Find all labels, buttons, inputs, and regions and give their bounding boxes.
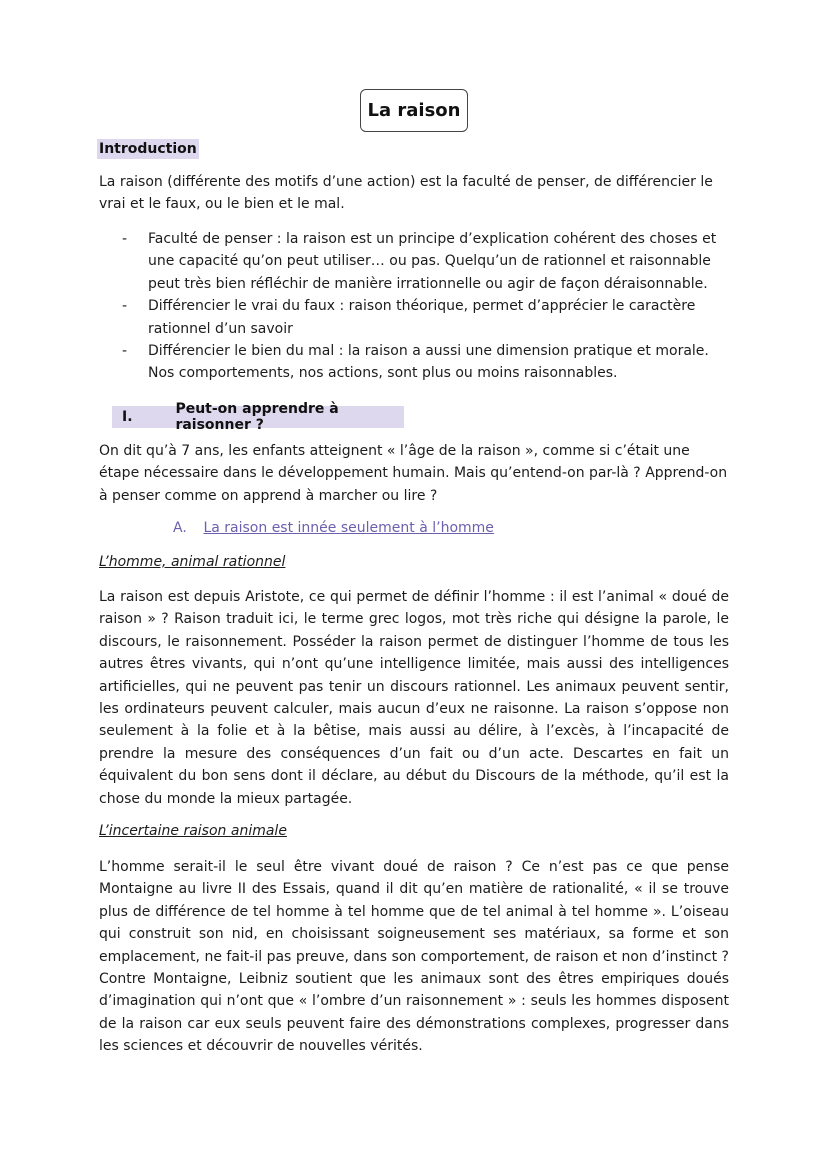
bullet-item bbox=[118, 340, 730, 385]
document-title bbox=[360, 89, 468, 132]
introduction-heading bbox=[97, 138, 199, 157]
section-1-heading-text: Peut-on apprendre à raisonner ? bbox=[175, 401, 339, 433]
bullet-item bbox=[118, 228, 730, 295]
part-heading-raison-animale: L’incertaine raison animale bbox=[99, 823, 287, 839]
introduction-heading-text: Introduction bbox=[99, 141, 197, 157]
introduction-paragraph: La raison (différente des motifs d’une action) est la faculté de penser, de différencier le vrai et le faux, ou le bien et le mal. bbox=[99, 174, 713, 213]
bullet-marker: - bbox=[122, 298, 128, 315]
subsection-a-letter: A. bbox=[173, 520, 187, 536]
bullet-marker: - bbox=[122, 231, 128, 247]
bullet-item bbox=[118, 295, 730, 340]
part-heading-animal-rationnel: L’homme, animal rationnel bbox=[99, 554, 286, 570]
bullet-text: Différencier le bien du mal : la raison a aussi une dimension pratique et morale. Nos comportements, nos actions, sont plus ou moins raisonnables. bbox=[148, 343, 709, 382]
bullet-text: Faculté de penser : la raison est un principe d’explication cohérent des choses et une capacité qu’on peut utiliser… ou pas. Quelqu’un de rationnel et raisonnable peut très bien réfléchir de manière irrationnelle ou agir de façon déraisonnable. bbox=[148, 231, 717, 292]
bullet-marker: - bbox=[122, 343, 128, 360]
part-paragraph-animal-rationnel: La raison est depuis Aristote, ce qui permet de définir l’homme : il est l’animal « doué de raison » ? Raison traduit ici, le terme grec logos, mot très riche qui désigne la parole, le discours, le raisonnement. Posséder la raison permet de distinguer l’homme de tous les autres êtres vivants, qui n’ont qu’une intelligence limitée, mais aussi des intelligences artificielles, qui ne peuvent pas tenir un discours rationnel. Les animaux peuvent sentir, les ordinateurs peuvent calculer, mais aucun d’eux ne raisonne. La raison s’oppose non seulement à la folie et à la bêtise, mais aussi au délire, à l’excès, à l’incapacité de prendre la mesure des conséquences d’un fait ou d’un acte. Descartes en fait un équivalent du bon sens dont il déclare, au début du Discours de la méthode, qu’il est la chose du monde la mieux partagée. bbox=[99, 589, 729, 807]
introduction-bullet-list bbox=[118, 228, 730, 385]
subsection-a-link[interactable]: La raison est innée seulement à l’homme bbox=[203, 520, 494, 536]
section-1-paragraph: On dit qu’à 7 ans, les enfants atteignent « l’âge de la raison », comme si c’était une étape nécessaire dans le développement humain. Mais qu’entend-on par-là ? Apprend-on à penser comme on apprend à marcher ou lire ? bbox=[99, 443, 728, 504]
section-1-number: I. bbox=[122, 409, 133, 425]
section-1-heading bbox=[112, 401, 404, 433]
bullet-text: Différencier le vrai du faux : raison théorique, permet d’apprécier le caractère rationnel d’un savoir bbox=[148, 298, 696, 337]
part-paragraph-raison-animale: L’homme serait-il le seul être vivant doué de raison ? Ce n’est pas ce que pense Montaigne au livre II des Essais, quand il dit qu’en matière de rationalité, « il se trouve plus de différence de tel homme à tel homme que de tel animal à tel homme ». L’oiseau qui construit son nid, en choisissant soigneusement ses matériaux, sa forme et son emplacement, ne fait-il pas preuve, dans son comportement, de raison et non d’instinct ? Contre Montaigne, Leibniz soutient que les animaux sont des êtres empiriques doués d’imagination qui n’ont que « l’ombre d’un raisonnement » : seuls les hommes disposent de la raison car eux seuls peuvent faire des démonstrations complexes, progresser dans les sciences et découvrir de nouvelles vérités. bbox=[99, 859, 729, 1055]
document-title-text: La raison bbox=[367, 100, 461, 121]
subsection-a-heading bbox=[173, 520, 494, 536]
